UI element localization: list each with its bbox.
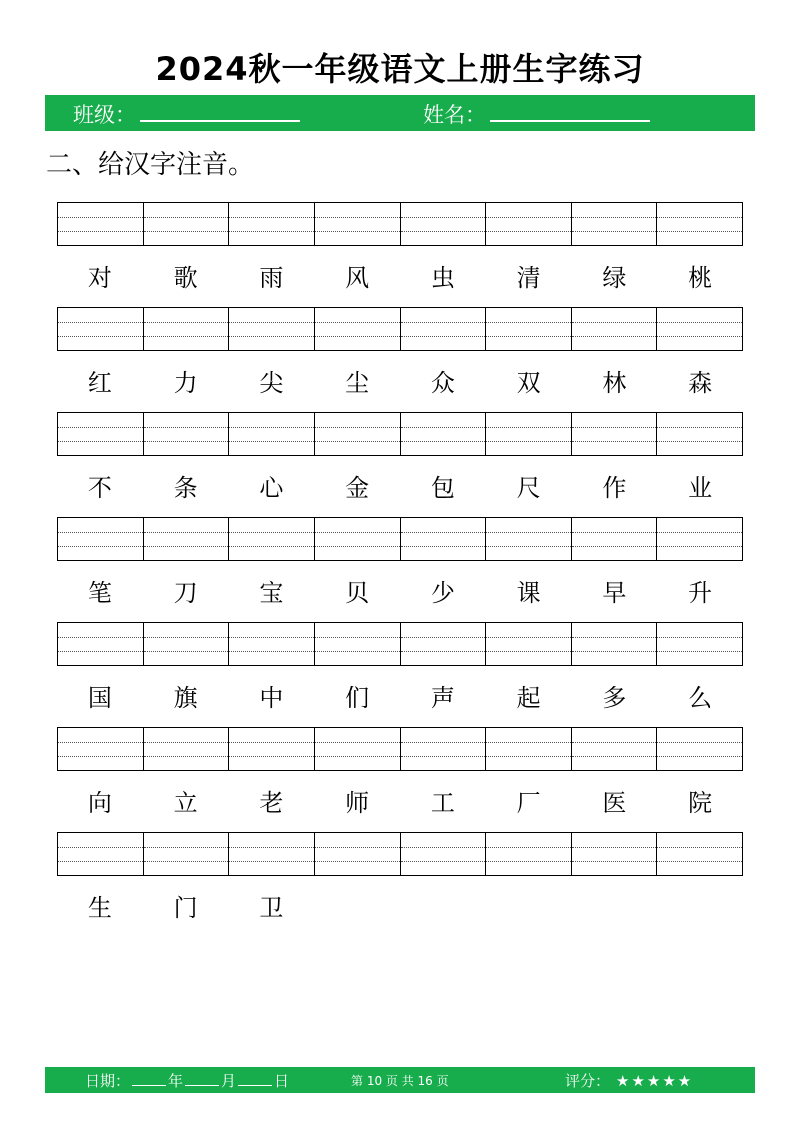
character-row	[57, 470, 743, 506]
hanzi-character: 双	[516, 369, 541, 397]
hanzi-character: 不	[87, 474, 112, 502]
hanzi-character: 桃	[688, 264, 713, 292]
pinyin-cell[interactable]	[144, 308, 230, 350]
pinyin-cell[interactable]	[315, 203, 401, 245]
hanzi-character: 么	[688, 684, 713, 712]
name-label: 姓名：	[423, 103, 486, 127]
pinyin-cell[interactable]	[401, 833, 487, 875]
hanzi-character: 声	[430, 684, 455, 712]
pinyin-cell[interactable]	[657, 518, 742, 560]
hanzi-character: 医	[602, 789, 627, 817]
hanzi-character: 笔	[87, 579, 112, 607]
hanzi-character: 尖	[259, 369, 284, 397]
hanzi-character: 刀	[173, 579, 198, 607]
hanzi-character	[657, 890, 743, 926]
day-label: 日	[274, 1072, 290, 1090]
pinyin-cell[interactable]	[401, 518, 487, 560]
hanzi-character: 门	[173, 894, 198, 922]
hanzi-character: 们	[345, 684, 370, 712]
hanzi-character: 升	[688, 579, 713, 607]
hanzi-character: 对	[87, 264, 112, 292]
pinyin-cell[interactable]	[401, 308, 487, 350]
pinyin-cell[interactable]	[58, 308, 144, 350]
hanzi-character: 条	[173, 474, 198, 502]
hanzi-character: 起	[516, 684, 541, 712]
hanzi-character: 老	[259, 789, 284, 817]
practice-row	[57, 412, 743, 517]
pinyin-cell[interactable]	[58, 728, 144, 770]
pinyin-cell[interactable]	[229, 413, 315, 455]
pinyin-cell[interactable]	[486, 833, 572, 875]
hanzi-character: 多	[602, 684, 627, 712]
hanzi-character: 心	[259, 474, 284, 502]
practice-rows	[57, 202, 743, 937]
pinyin-grid	[57, 832, 743, 876]
pinyin-cell[interactable]	[315, 833, 401, 875]
practice-row	[57, 832, 743, 937]
character-row	[57, 785, 743, 821]
hanzi-character: 红	[87, 369, 112, 397]
pinyin-cell[interactable]	[572, 203, 658, 245]
pinyin-grid	[57, 412, 743, 456]
hanzi-character: 厂	[516, 789, 541, 817]
pinyin-cell[interactable]	[486, 203, 572, 245]
pinyin-cell[interactable]	[572, 728, 658, 770]
pinyin-cell[interactable]	[229, 518, 315, 560]
hanzi-character: 虫	[430, 264, 455, 292]
pinyin-cell[interactable]	[144, 728, 230, 770]
hanzi-character: 卫	[259, 894, 284, 922]
pinyin-cell[interactable]	[144, 518, 230, 560]
hanzi-character: 尺	[516, 474, 541, 502]
pinyin-cell[interactable]	[486, 518, 572, 560]
pinyin-cell[interactable]	[315, 308, 401, 350]
pinyin-cell[interactable]	[657, 308, 742, 350]
pinyin-cell[interactable]	[58, 833, 144, 875]
pinyin-cell[interactable]	[401, 203, 487, 245]
pinyin-cell[interactable]	[58, 413, 144, 455]
character-row	[57, 575, 743, 611]
pinyin-cell[interactable]	[572, 413, 658, 455]
pinyin-cell[interactable]	[401, 728, 487, 770]
hanzi-character: 工	[430, 789, 455, 817]
name-blank[interactable]	[490, 96, 650, 122]
date-label: 日期：	[85, 1072, 131, 1090]
pinyin-cell[interactable]	[657, 623, 742, 665]
hanzi-character: 师	[345, 789, 370, 817]
page-title: 2024秋一年级语文上册生字练习	[155, 50, 645, 88]
footer-date	[85, 1067, 289, 1095]
hanzi-character: 歌	[173, 264, 198, 292]
info-bar	[45, 95, 755, 131]
pinyin-cell[interactable]	[144, 833, 230, 875]
pinyin-cell[interactable]	[401, 413, 487, 455]
hanzi-character: 宝	[259, 579, 284, 607]
pinyin-cell[interactable]	[58, 203, 144, 245]
class-label: 班级：	[73, 103, 136, 127]
character-row	[57, 260, 743, 296]
hanzi-character	[572, 890, 658, 926]
hanzi-character: 国	[87, 684, 112, 712]
pinyin-cell[interactable]	[572, 623, 658, 665]
pinyin-cell[interactable]	[315, 728, 401, 770]
year-blank[interactable]	[132, 1069, 166, 1086]
pinyin-cell[interactable]	[144, 203, 230, 245]
pinyin-grid	[57, 307, 743, 351]
practice-row	[57, 517, 743, 622]
practice-row	[57, 307, 743, 412]
character-row	[57, 890, 743, 926]
star-rating-icon[interactable]: ★★★★★	[616, 1072, 694, 1090]
hanzi-character: 雨	[259, 264, 284, 292]
practice-row	[57, 202, 743, 307]
character-row	[57, 680, 743, 716]
hanzi-character: 清	[516, 264, 541, 292]
pinyin-cell[interactable]	[58, 518, 144, 560]
score-label: 评分：	[565, 1072, 611, 1090]
pinyin-cell[interactable]	[229, 623, 315, 665]
pinyin-cell[interactable]	[401, 623, 487, 665]
practice-row	[57, 622, 743, 727]
pinyin-cell[interactable]	[229, 203, 315, 245]
hanzi-character: 贝	[345, 579, 370, 607]
practice-row	[57, 727, 743, 832]
hanzi-character	[400, 890, 486, 926]
hanzi-character	[486, 890, 572, 926]
year-label: 年	[168, 1072, 184, 1090]
footer-bar	[45, 1067, 755, 1093]
page-number: 第 10 页 共 16 页	[351, 1074, 449, 1088]
pinyin-cell[interactable]	[144, 413, 230, 455]
hanzi-character: 院	[688, 789, 713, 817]
month-blank[interactable]	[185, 1069, 219, 1086]
hanzi-character: 森	[688, 369, 713, 397]
pinyin-grid	[57, 727, 743, 771]
section-heading: 二、给汉字注音。	[46, 150, 255, 180]
hanzi-character: 力	[173, 369, 198, 397]
pinyin-cell[interactable]	[572, 833, 658, 875]
hanzi-character	[314, 890, 400, 926]
hanzi-character: 旗	[173, 684, 198, 712]
pinyin-cell[interactable]	[486, 623, 572, 665]
class-blank[interactable]	[140, 96, 300, 122]
hanzi-character: 业	[688, 474, 713, 502]
pinyin-cell[interactable]	[229, 308, 315, 350]
pinyin-grid	[57, 622, 743, 666]
hanzi-character: 向	[87, 789, 112, 817]
hanzi-character: 绿	[602, 264, 627, 292]
footer-score	[565, 1067, 693, 1095]
hanzi-character: 包	[430, 474, 455, 502]
hanzi-character: 少	[430, 579, 455, 607]
pinyin-cell[interactable]	[657, 413, 742, 455]
pinyin-cell[interactable]	[315, 518, 401, 560]
hanzi-character: 风	[345, 264, 370, 292]
pinyin-cell[interactable]	[657, 833, 742, 875]
hanzi-character: 课	[516, 579, 541, 607]
hanzi-character: 金	[345, 474, 370, 502]
hanzi-character: 生	[87, 894, 112, 922]
pinyin-cell[interactable]	[229, 728, 315, 770]
pinyin-cell[interactable]	[144, 623, 230, 665]
hanzi-character: 立	[173, 789, 198, 817]
month-label: 月	[221, 1072, 237, 1090]
hanzi-character: 中	[259, 684, 284, 712]
day-blank[interactable]	[238, 1069, 272, 1086]
character-row	[57, 365, 743, 401]
class-field	[73, 95, 300, 131]
hanzi-character: 作	[602, 474, 627, 502]
pinyin-cell[interactable]	[657, 203, 742, 245]
name-field	[423, 95, 650, 131]
pinyin-cell[interactable]	[229, 833, 315, 875]
hanzi-character: 众	[430, 369, 455, 397]
pinyin-cell[interactable]	[315, 623, 401, 665]
pinyin-cell[interactable]	[572, 308, 658, 350]
hanzi-character: 林	[602, 369, 627, 397]
pinyin-grid	[57, 202, 743, 246]
pinyin-cell[interactable]	[58, 623, 144, 665]
hanzi-character: 尘	[345, 369, 370, 397]
pinyin-grid	[57, 517, 743, 561]
hanzi-character: 早	[602, 579, 627, 607]
pinyin-cell[interactable]	[572, 518, 658, 560]
pinyin-cell[interactable]	[315, 413, 401, 455]
pinyin-cell[interactable]	[486, 413, 572, 455]
pinyin-cell[interactable]	[486, 308, 572, 350]
pinyin-cell[interactable]	[657, 728, 742, 770]
pinyin-cell[interactable]	[486, 728, 572, 770]
